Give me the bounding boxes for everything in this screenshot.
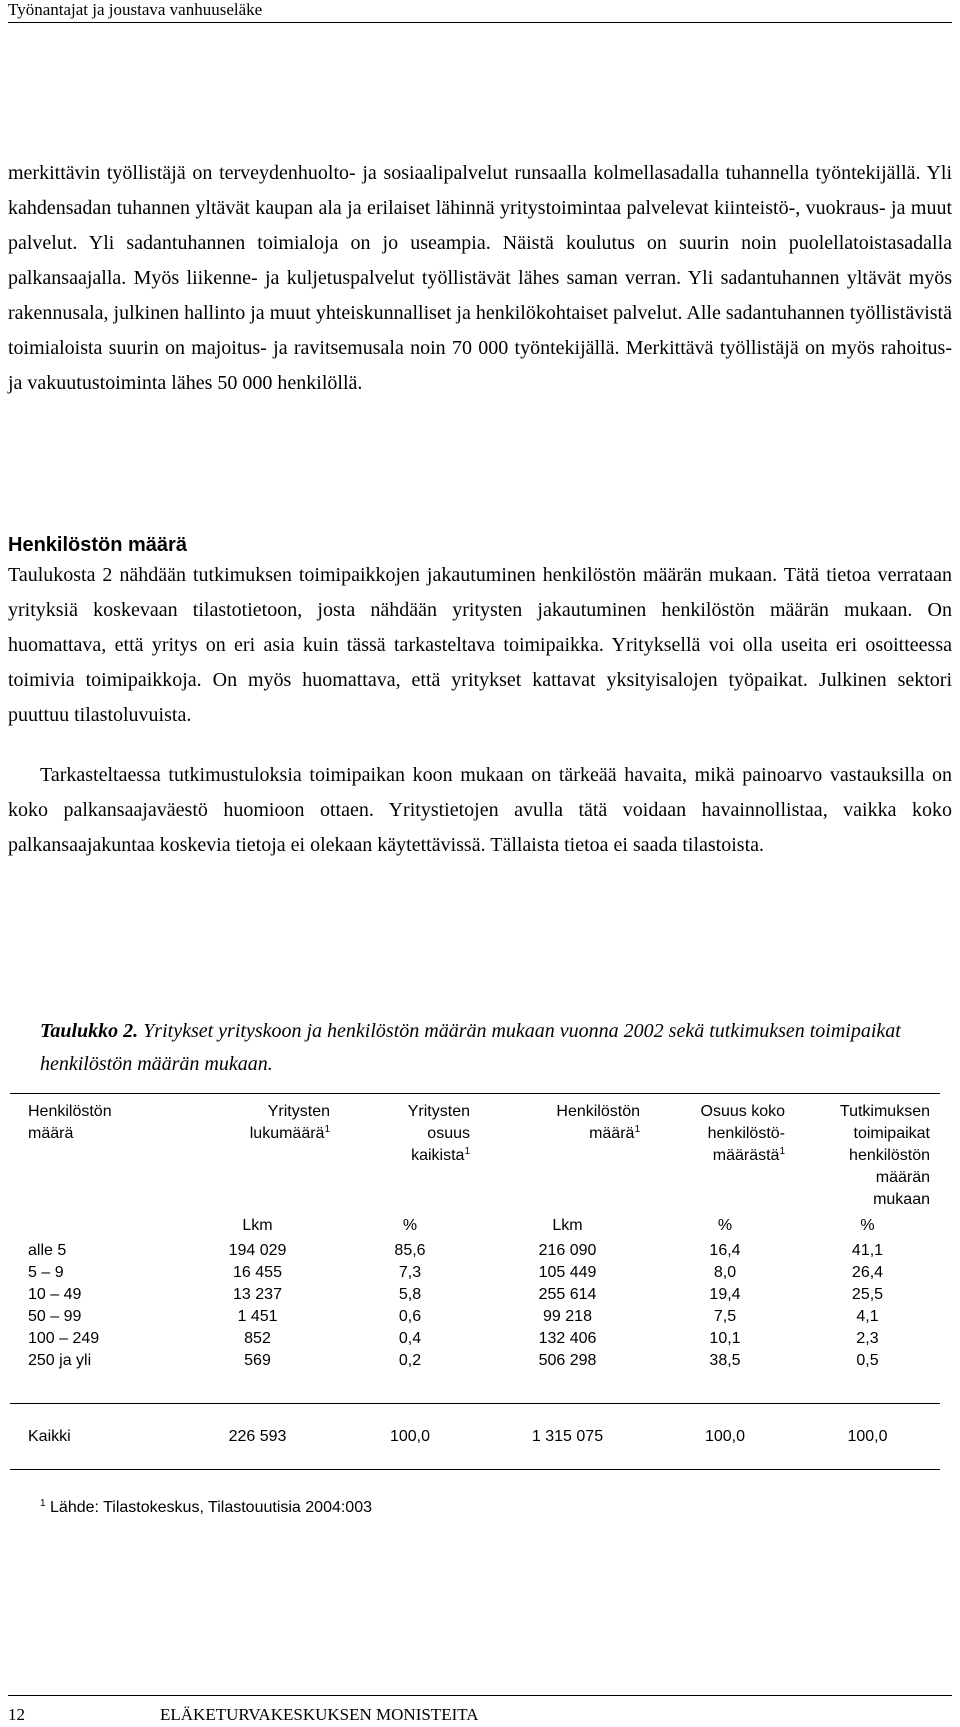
table-cell: 25,5 xyxy=(851,1286,884,1303)
footnote-ref: 1 xyxy=(324,1124,330,1135)
running-header: Työnantajat ja joustava vanhuuseläke xyxy=(8,0,952,23)
section-heading: Henkilöstön määrä xyxy=(8,534,187,556)
table-cell: 105 449 xyxy=(538,1264,597,1281)
header-text: määrän xyxy=(875,1169,930,1186)
table-header-cell xyxy=(800,1144,930,1168)
table-cell: 569 xyxy=(244,1352,271,1369)
row-label: 100 – 249 xyxy=(28,1330,100,1347)
unit-label: % xyxy=(860,1217,875,1234)
table-header-cell xyxy=(490,1122,640,1146)
table-header-cell xyxy=(180,1100,330,1124)
footnote-ref: 1 xyxy=(779,1146,785,1157)
total-cell: 100,0 xyxy=(847,1428,888,1445)
table-caption-label: Taulukko 2. xyxy=(40,1020,139,1042)
row-label: 250 ja yli xyxy=(28,1352,92,1369)
table-cell: 5,8 xyxy=(398,1286,422,1303)
header-text: määrä xyxy=(28,1125,74,1142)
table-header-cell xyxy=(660,1100,785,1124)
table-header-cell xyxy=(355,1144,470,1168)
table-cell: 7,3 xyxy=(398,1264,422,1281)
table-cell: 852 xyxy=(244,1330,271,1347)
table-cell: 19,4 xyxy=(709,1286,741,1303)
table-header-cell xyxy=(490,1100,640,1124)
header-text: osuus xyxy=(427,1125,470,1142)
table-cell: 16,4 xyxy=(709,1242,741,1259)
header-text: kaikista xyxy=(411,1147,465,1164)
table-cell: 506 298 xyxy=(538,1352,597,1369)
table-header-cell xyxy=(800,1122,930,1146)
table-cell: 16 455 xyxy=(233,1264,282,1281)
table-header-cell xyxy=(800,1188,930,1212)
publisher-name: ELÄKETURVAKESKUKSEN MONISTEITA xyxy=(160,1705,479,1724)
header-text: Osuus koko xyxy=(700,1103,785,1120)
table-cell: 216 090 xyxy=(538,1242,597,1259)
unit-label: % xyxy=(402,1217,418,1234)
table-cell: 41,1 xyxy=(851,1242,884,1259)
table-caption xyxy=(40,1015,940,1081)
row-label: 5 – 9 xyxy=(28,1264,64,1281)
table-header-cell xyxy=(660,1122,785,1146)
table-cell: 194 029 xyxy=(228,1242,287,1259)
table-header-cell xyxy=(28,1122,178,1146)
table-cell: 2,3 xyxy=(856,1330,879,1347)
unit-label: Lkm xyxy=(242,1217,273,1234)
row-label: 10 – 49 xyxy=(28,1286,82,1303)
total-cell: 226 593 xyxy=(228,1428,287,1445)
total-cell: 100,0 xyxy=(704,1428,746,1445)
header-text: Tutkimuksen xyxy=(839,1103,930,1120)
header-text: mukaan xyxy=(873,1191,930,1208)
header-text: määrä xyxy=(589,1125,635,1142)
total-cell: 1 315 075 xyxy=(531,1428,604,1445)
footnote-ref: 1 xyxy=(634,1124,640,1135)
table-cell: 0,4 xyxy=(398,1330,422,1347)
table-header-cell xyxy=(800,1166,930,1190)
table-header-cell xyxy=(800,1100,930,1124)
table-cell: 99 218 xyxy=(543,1308,592,1325)
table-cell: 132 406 xyxy=(538,1330,597,1347)
table-cell: 10,1 xyxy=(709,1330,741,1347)
header-text: lukumäärä xyxy=(249,1125,325,1142)
row-label: 50 – 99 xyxy=(28,1308,82,1325)
total-label: Kaikki xyxy=(28,1428,71,1445)
unit-label: % xyxy=(717,1217,733,1234)
table-header-cell xyxy=(355,1100,470,1124)
footnote-ref: 1 xyxy=(464,1146,470,1157)
table-cell: 13 237 xyxy=(233,1286,282,1303)
page-number: 12 xyxy=(8,1705,25,1724)
table-header-cell xyxy=(355,1122,470,1146)
header-text: henkilöstön xyxy=(849,1147,930,1164)
table-cell: 85,6 xyxy=(394,1242,426,1259)
table-header-cell xyxy=(660,1144,785,1168)
table-header-cell xyxy=(28,1100,178,1124)
row-label: alle 5 xyxy=(28,1242,67,1259)
data-table xyxy=(10,1093,940,1470)
unit-label: Lkm xyxy=(552,1217,583,1234)
table-cell: 7,5 xyxy=(713,1308,737,1325)
table-cell: 255 614 xyxy=(538,1286,597,1303)
intro-paragraph: merkittävin työllistäjä on terveydenhuolto- ja sosiaalipalvelut runsaalla kolmellasadalla tuhannella työntekijällä. Yli kahdensadan tuhannen yltävät kaupan ala ja erilaiset lähinnä yritystoimintaa palvelevat kiinteistö-, vuokraus- ja muut palvelut. Yli sadantuhannen toimialoja on jo useampia. Näistä koulutus on suurin noin puolellatoistasadalla palkansaajalla. Myös liikenne- ja kuljetuspalvelut työllistävät lähes saman verran. Yli sadantuhannen yltävät myös rakennusala, julkinen hallinto ja muut yhteiskunnalliset ja henkilökohtaiset palvelut. Alle sadantuhannen työllistävistä toimialoista suurin on majoitus- ja ravitsemusala noin 70 000 työntekijällä. Merkittävä työllistäjä on myös rahoitus- ja vakuutustoiminta lähes 50 000 henkilöllä. xyxy=(8,162,952,394)
table-cell: 0,2 xyxy=(398,1352,422,1369)
footnote-text: Lähde: Tilastokeskus, Tilastouutisia 2004:003 xyxy=(50,1499,372,1516)
table-cell: 0,5 xyxy=(856,1352,879,1369)
table-header-cell xyxy=(180,1122,330,1146)
table-cell: 0,6 xyxy=(398,1308,422,1325)
table-cell: 4,1 xyxy=(856,1308,879,1325)
total-cell: 100,0 xyxy=(389,1428,431,1445)
header-text: Henkilöstön xyxy=(28,1103,112,1120)
header-text: Yritysten xyxy=(407,1103,470,1120)
body-paragraph-1: Taulukosta 2 nähdään tutkimuksen toimipaikkojen jakautuminen henkilöstön määrän mukaan. Tätä tietoa verrataan yrityksiä koskevaan tilastotietoon, josta nähdään yritysten jakautuminen henkilöstön määrän mukaan. On huomattava, että yritys on eri asia kuin tässä tarkasteltava toimipaikka. Yrityksellä voi olla useita eri osoitteessa toimivia toimipaikkoja. On myös huomattava, että yritykset kattavat yksityisalojen työpaikat. Julkinen sektori puuttuu tilastoluvuista. xyxy=(8,564,952,726)
table-footnote xyxy=(40,1499,372,1517)
table-cell: 1 451 xyxy=(237,1308,278,1325)
footnote-mark: 1 xyxy=(40,1498,46,1509)
table-cell: 26,4 xyxy=(851,1264,884,1281)
table-separator xyxy=(10,1403,940,1404)
header-text: määrästä xyxy=(712,1147,780,1164)
footer-rule xyxy=(8,1695,952,1696)
body-paragraph-2: Tarkasteltaessa tutkimustuloksia toimipaikan koon mukaan on tärkeää havaita, mikä painoarvo vastauksilla on koko palkansaajaväestö huomioon ottaen. Yritystietojen avulla tätä voidaan havainnollistaa, vaikka koko palkansaajakuntaa koskevia tietoja ei olekaan käytettävissä. Tällaista tietoa ei saada tilastoista. xyxy=(8,764,952,856)
header-text: toimipaikat xyxy=(853,1125,930,1142)
header-text: Yritysten xyxy=(267,1103,330,1120)
table-caption-text: Yritykset yrityskoon ja henkilöstön määrän mukaan vuonna 2002 sekä tutkimuksen toimipaikat henkilöstön määrän mukaan. xyxy=(40,1020,901,1075)
table-cell: 38,5 xyxy=(709,1352,741,1369)
header-text: henkilöstö- xyxy=(707,1125,785,1142)
header-text: Henkilöstön xyxy=(556,1103,640,1120)
table-cell: 8,0 xyxy=(713,1264,737,1281)
